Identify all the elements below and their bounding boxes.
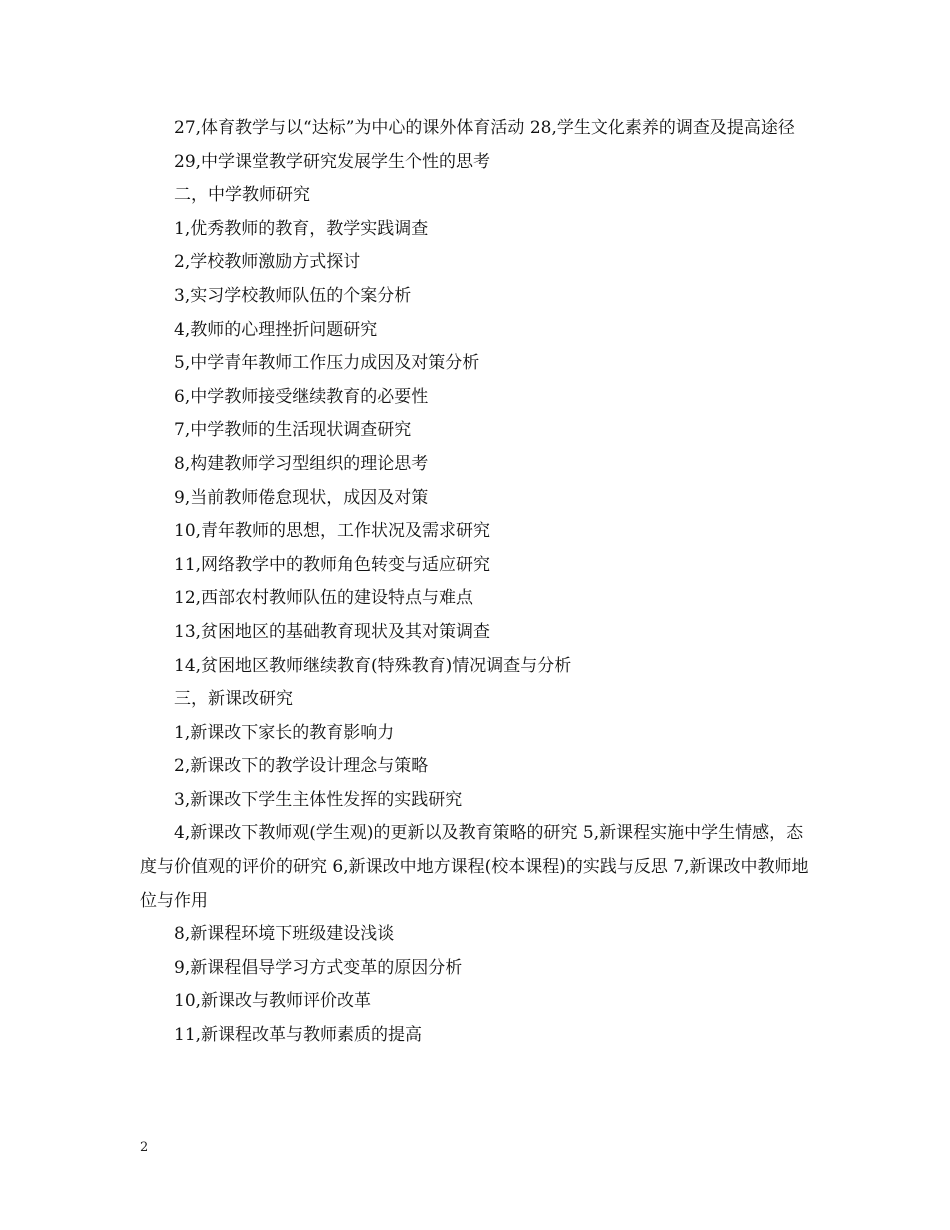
- list-item: 7,中学教师的生活现状调查研究: [174, 420, 412, 441]
- page-number: 2: [140, 1140, 149, 1155]
- list-item: 11,新课程改革与教师素质的提高: [174, 1025, 423, 1046]
- list-item: 3,实习学校教师队伍的个案分析: [174, 285, 412, 306]
- list-item: 1,新课改下家长的教育影响力: [174, 722, 395, 743]
- document-body: [140, 112, 820, 1053]
- list-item: 12,西部农村教师队伍的建设特点与难点: [174, 588, 474, 609]
- list-item: 2,新课改下的教学设计理念与策略: [174, 756, 429, 777]
- list-item: 1,优秀教师的教育，教学实践调查: [174, 218, 429, 239]
- list-item: 9,新课程倡导学习方式变革的原因分析: [174, 957, 463, 978]
- list-item: 4,教师的心理挫折问题研究: [174, 319, 378, 340]
- paragraph: 29,中学课堂教学研究发展学生个性的思考: [174, 151, 491, 172]
- list-item: 6,中学教师接受继续教育的必要性: [174, 386, 429, 407]
- list-item: 5,中学青年教师工作压力成因及对策分析: [174, 353, 480, 374]
- list-item: 11,网络教学中的教师角色转变与适应研究: [174, 554, 491, 575]
- list-item: 8,新课程环境下班级建设浅谈: [174, 924, 395, 945]
- list-item: 14,贫困地区教师继续教育(特殊教育)情况调查与分析: [174, 655, 572, 676]
- list-item: 9,当前教师倦怠现状，成因及对策: [174, 487, 429, 508]
- section-heading: 二，中学教师研究: [174, 185, 310, 206]
- section-heading: 三，新课改研究: [174, 689, 293, 710]
- list-item: 10,青年教师的思想，工作状况及需求研究: [174, 521, 491, 542]
- paragraph: 27,体育教学与以“达标”为中心的课外体育活动 28,学生文化素养的调查及提高途径: [174, 118, 795, 138]
- list-item: 13,贫困地区的基础教育现状及其对策调查: [174, 621, 491, 642]
- list-item: 10,新课改与教师评价改革: [174, 991, 372, 1012]
- list-item: 3,新课改下学生主体性发挥的实践研究: [174, 789, 463, 810]
- list-item: 8,构建教师学习型组织的理论思考: [174, 453, 429, 474]
- paragraph: 4,新课改下教师观(学生观)的更新以及教育策略的研究 5,新课程实施中学生情感，态度与价值观的评价的研究 6,新课改中地方课程(校本课程)的实践与反思 7,新课改中教师地位与作用: [140, 823, 809, 911]
- list-item: 2,学校教师激励方式探讨: [174, 252, 361, 273]
